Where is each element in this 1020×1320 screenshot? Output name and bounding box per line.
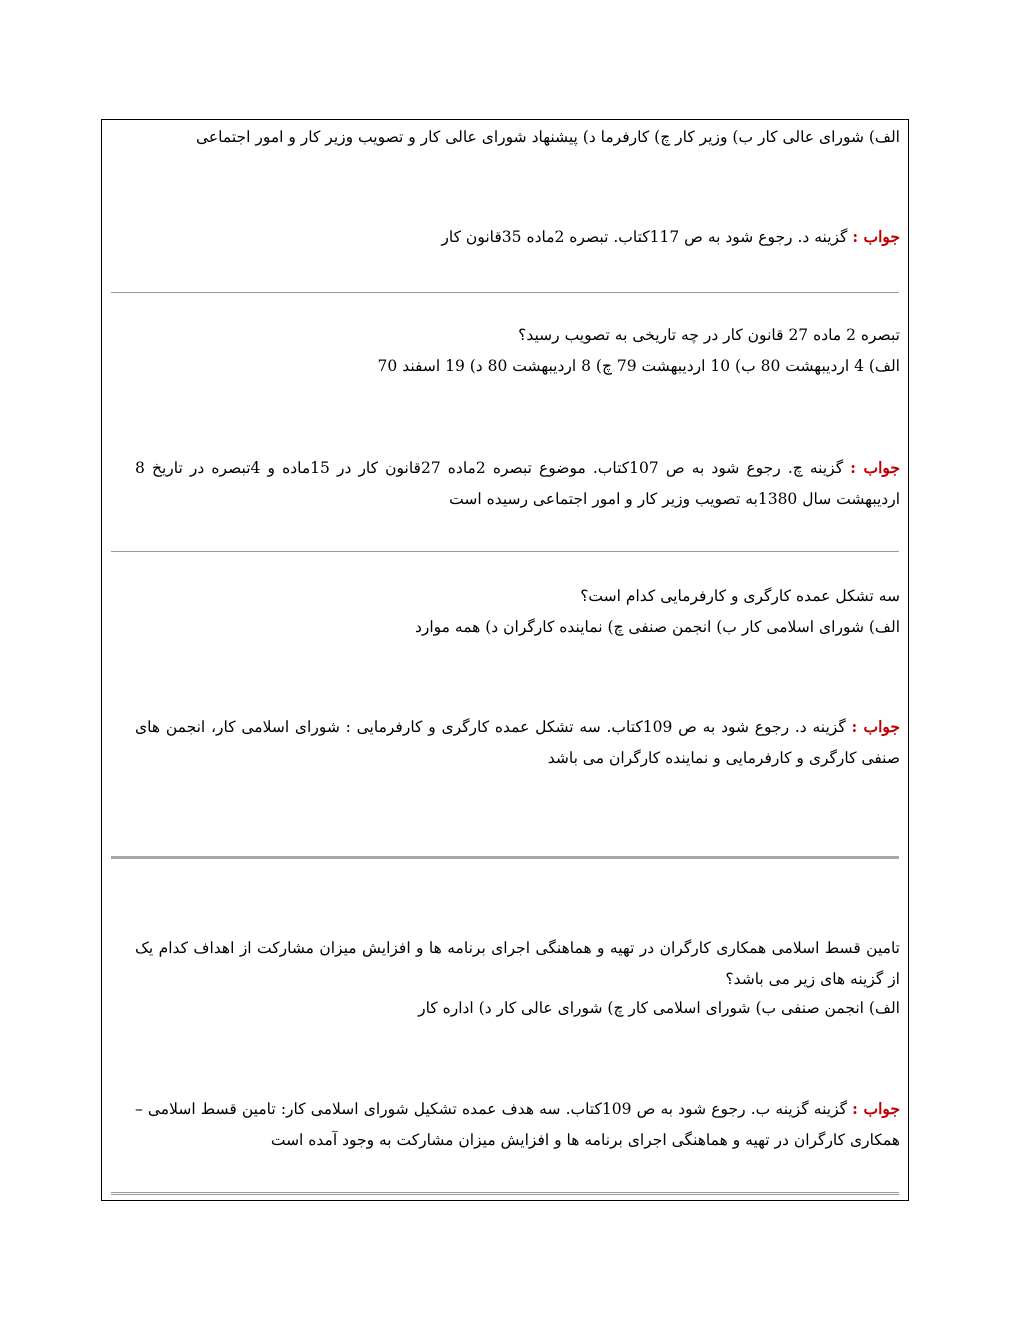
answer-label: جواب : [852,1099,900,1118]
options-line: الف) انجمن صنفی ب) شورای اسلامی کار چ) شورای عالی کار د) اداره کار [418,999,900,1017]
answer-text: گزینه گزینه ب. رجوع شود به ص 109کتاب. سه هدف عمده تشکیل شورای اسلامی کار: تامین قسط اسلامی –همکاری کارگران در تهیه و هماهنگی اجرای برنامه ها و افزایش میزان مشارکت به وجود آمده است [135,1100,900,1149]
options-line: الف) شورای اسلامی کار ب) انجمن صنفی چ) نماینده کارگران د) همه موارد [414,618,900,636]
answer-label: جواب : [851,717,900,736]
answer-label: جواب : [850,458,900,477]
answer-text: گزینه د. رجوع شود به ص 109کتاب. سه تشکل عمده کارگری و کارفرمایی : شورای اسلامی کار، انجمن های صنفی کارگری و کارفرمایی و نماینده کارگران می باشد [135,718,900,767]
answer-line [441,227,900,247]
options-line: الف) شورای عالی کار ب) وزیر کار چ) کارفرما د) پیشنهاد شورای عالی کار و تصویب وزیر کار و امور اجتماعی [195,128,900,146]
question-paragraph: تامین قسط اسلامی همکاری کارگران در تهیه و هماهنگی اجرای برنامه ها و افزایش میزان مشارکت از اهداف کدام یک از گزینه های زیر می باشد؟ [135,939,900,988]
separator-line [111,1192,899,1197]
answer-paragraph [135,452,900,515]
answer-paragraph [135,711,900,774]
separator-line [111,551,899,552]
answer-text: گزینه چ. رجوع شود به ص 107کتاب. موضوع تبصره 2ماده 27قانون کار در 15ماده و 4تبصره در تاریخ 8 اردیبهشت سال 1380به تصویب وزیر کار و امور اجتماعی رسیده است [135,459,900,508]
qa-frame [101,119,909,1201]
separator-line [111,292,899,293]
answer-label: جواب : [852,227,900,246]
answer-paragraph [135,1093,900,1156]
options-line: الف) 4 اردیبهشت 80 ب) 10 اردیبهشت 79 چ) 8 اردیبهشت 80 د) 19 اسفند 70 [377,357,900,375]
separator-line [111,856,899,859]
question-line: تبصره 2 ماده 27 قانون کار در چه تاریخی به تصویب رسید؟ [518,326,900,344]
answer-text: گزینه د. رجوع شود به ص 117کتاب. تبصره 2ماده 35قانون کار [441,228,848,246]
question-line: سه تشکل عمده کارگری و کارفرمایی کدام است؟ [580,587,900,605]
